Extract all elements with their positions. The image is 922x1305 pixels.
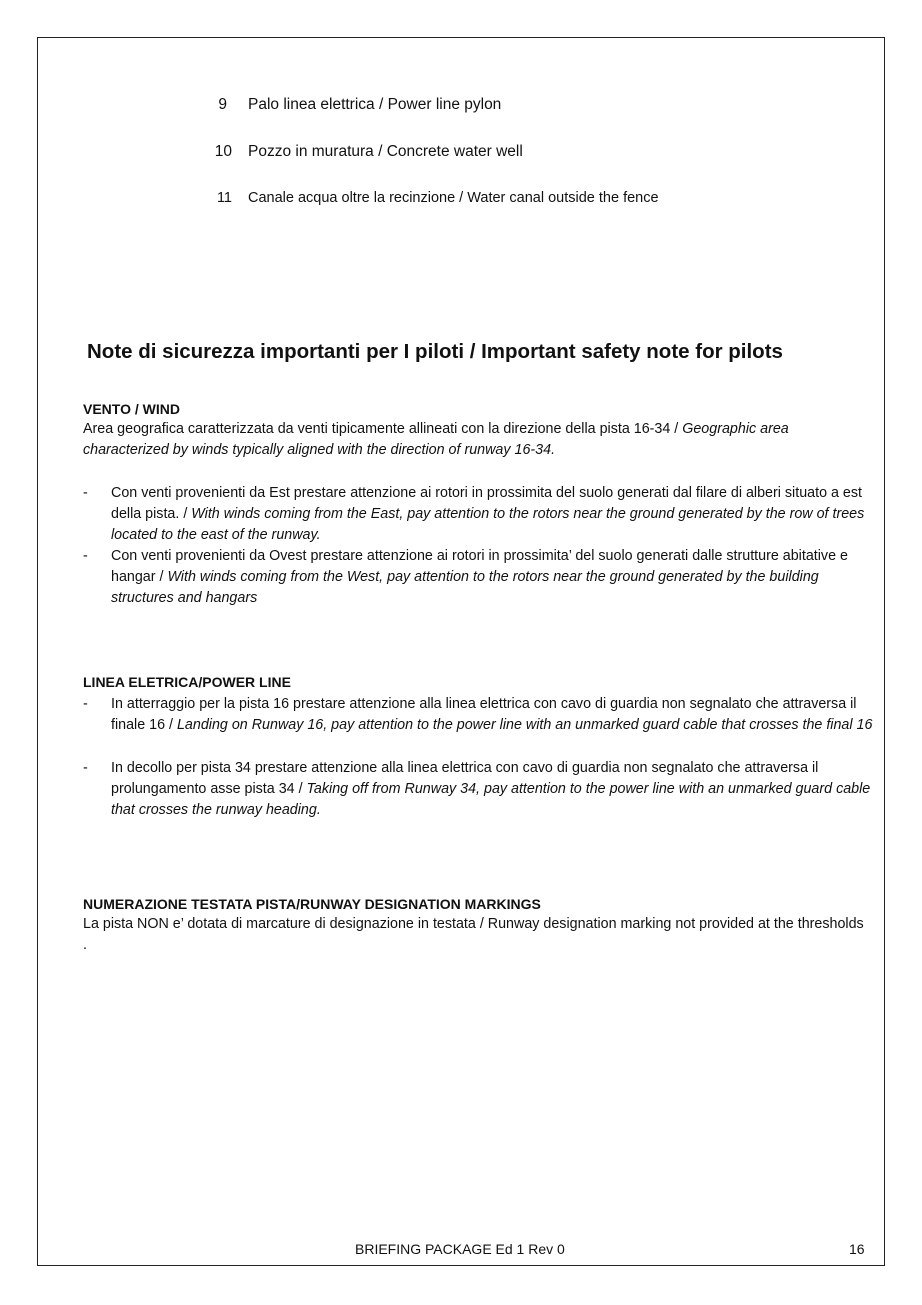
bullet-text xyxy=(111,546,883,609)
bullet-text xyxy=(111,483,873,546)
power-line-bullet-takeoff xyxy=(83,758,891,821)
wind-bullet-west xyxy=(83,546,883,609)
markings-text: La pista NON e’ dotata di marcature di designazione in testata / Runway designation marking not provided at the thresholds . xyxy=(83,916,864,953)
wind-bullet-east xyxy=(83,483,873,546)
wind-section-title: VENTO / WIND xyxy=(83,401,180,417)
bullet-text xyxy=(111,758,891,821)
power-line-section-title: LINEA ELETRICA/POWER LINE xyxy=(83,674,291,690)
wind-intro-italian: Area geografica caratterizzata da venti tipicamente allineati con la direzione della pista 16-34 / xyxy=(83,421,683,437)
bullet-english: With winds coming from the East, pay attention to the rotors near the ground generated by the row of trees located to the east of the runway. xyxy=(111,506,865,543)
markings-section-title: NUMERAZIONE TESTATA PISTA/RUNWAY DESIGNATION MARKINGS xyxy=(83,896,541,912)
power-line-bullet-landing xyxy=(83,694,883,736)
bullet-dash: - xyxy=(83,485,88,501)
legend-label: Palo linea elettrica / Power line pylon xyxy=(248,96,502,113)
legend-number: 10 xyxy=(214,143,232,160)
wind-intro-english: Geographic area characterized by winds typically aligned with the direction of runway 16-34. xyxy=(83,421,789,458)
bullet-dash: - xyxy=(83,548,88,564)
legend-number: 11 xyxy=(216,190,232,206)
bullet-english: Taking off from Runway 34, pay attention to the power line with an unmarked guard cable that crosses the runway heading. xyxy=(111,781,871,818)
footer-document-title: BRIEFING PACKAGE Ed 1 Rev 0 xyxy=(355,1241,565,1257)
wind-intro xyxy=(83,419,868,461)
bullet-italian: In atterraggio per la pista 16 prestare attenzione alla linea elettrica con cavo di guardia non segnalato che attraversa il finale 16 / xyxy=(111,696,857,733)
bullet-italian: Con venti provenienti da Est prestare attenzione ai rotori in prossimita del suolo generati dal filare di alberi situato a est della pista. / xyxy=(111,485,862,522)
legend-label: Pozzo in muratura / Concrete water well xyxy=(248,143,523,160)
bullet-italian: In decollo per pista 34 prestare attenzione alla linea elettrica con cavo di guardia non segnalato che attraversa il prolungamento asse pista 34 / xyxy=(111,760,819,797)
legend-label: Canale acqua oltre la recinzione / Water canal outside the fence xyxy=(248,190,659,206)
bullet-english: Landing on Runway 16, pay attention to the power line with an unmarked guard cable that crosses the final 16 xyxy=(176,717,873,733)
bullet-english: With winds coming from the West, pay attention to the rotors near the ground generated by the building structures and hangars xyxy=(111,569,819,606)
safety-notes-heading: Note di sicurezza importanti per I piloti / Important safety note for pilots xyxy=(87,340,783,363)
page-number: 16 xyxy=(849,1241,865,1257)
bullet-italian: Con venti provenienti da Ovest prestare attenzione ai rotori in prossimita’ del suolo generati dalle strutture abitative e hangar / xyxy=(111,548,848,585)
page-frame xyxy=(37,37,885,1266)
bullet-text xyxy=(111,694,883,736)
bullet-dash: - xyxy=(83,760,88,776)
legend-number: 9 xyxy=(218,96,227,113)
bullet-dash: - xyxy=(83,696,88,712)
